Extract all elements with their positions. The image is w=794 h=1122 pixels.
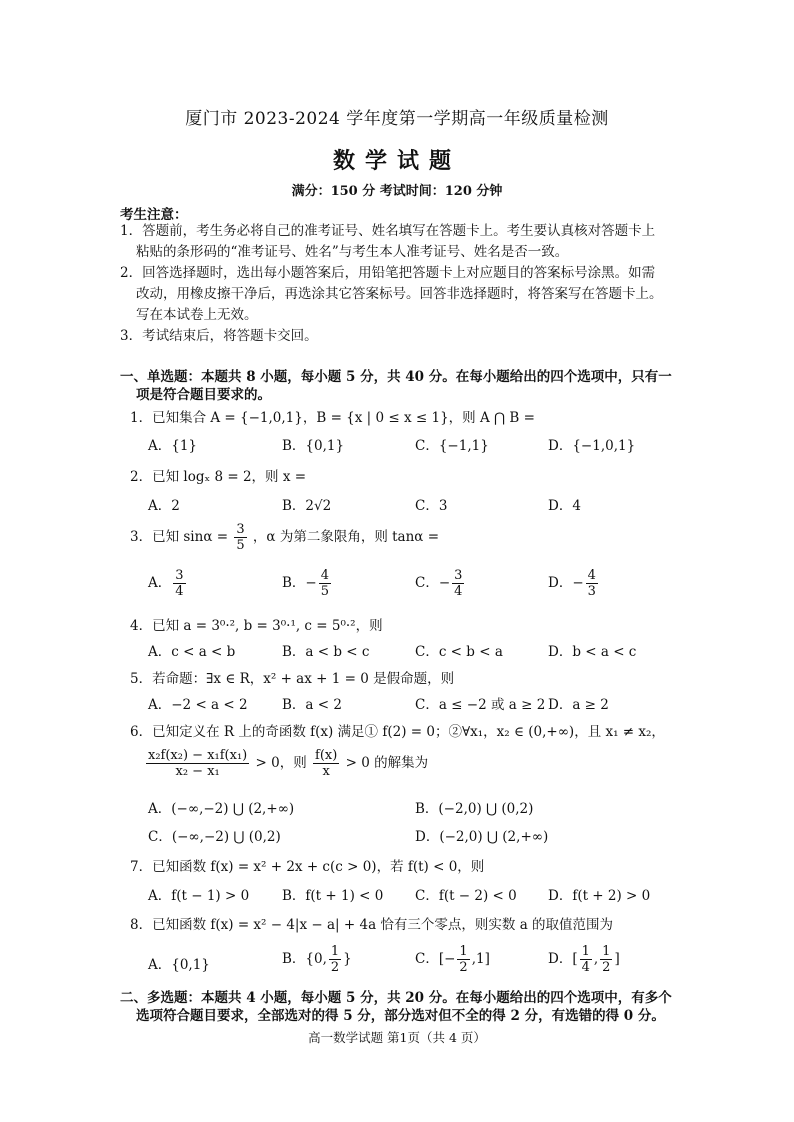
q6-frac2-den: x bbox=[322, 764, 330, 779]
option-label: D． bbox=[548, 575, 573, 591]
q5-option-b: B．a < 2 bbox=[282, 697, 342, 713]
question-6-condition bbox=[144, 748, 428, 779]
question-4-stem: 4．已知 a = 3⁰·², b = 3⁰·¹, c = 5⁰·²，则 bbox=[130, 618, 383, 634]
option-label: A． bbox=[148, 575, 172, 591]
option-fraction bbox=[319, 568, 331, 599]
q4-option-b: B．a < b < c bbox=[282, 644, 370, 660]
q3-stem-pre: 3．已知 sinα = bbox=[130, 529, 229, 545]
notice-heading: 考生注意： bbox=[120, 207, 188, 223]
section1-heading: 一、单选题：本题共 8 小题，每小题 5 分，共 40 分。在每小题给出的四个选项中，只有一 bbox=[120, 369, 672, 385]
q2-option-d: D．4 bbox=[548, 498, 581, 514]
section1-heading-cont: 项是符合题目要求的。 bbox=[136, 387, 271, 403]
option-post: ,1] bbox=[471, 951, 490, 967]
question-5-stem: 5．若命题：∃x ∈ R，x² + ax + 1 = 0 是假命题，则 bbox=[130, 671, 455, 687]
q7-option-c: C．f(t − 2) < 0 bbox=[415, 888, 517, 904]
option-post: ] bbox=[614, 951, 620, 967]
option-sign: − bbox=[572, 575, 584, 591]
q3-option-b bbox=[282, 568, 333, 599]
q6-frac2-num: f(x) bbox=[315, 748, 338, 763]
frac-den: 5 bbox=[320, 584, 330, 599]
q5-option-d: D．a ≥ 2 bbox=[548, 697, 609, 713]
notice-line: 写在本试卷上无效。 bbox=[136, 307, 258, 323]
option-sign: − bbox=[305, 575, 317, 591]
q6-option-a: A．(−∞,−2) ⋃ (2,+∞) bbox=[148, 801, 295, 817]
q3-fraction bbox=[234, 522, 246, 553]
q4-option-d: D．b < a < c bbox=[548, 644, 637, 660]
question-6-stem: 6．已知定义在 R 上的奇函数 f(x) 满足① f(2) = 0；②∀x₁，x₂ ∈ (0,+∞)，且 x₁ ≠ x₂， bbox=[130, 724, 665, 740]
option-pre: C．[− bbox=[415, 951, 456, 967]
question-2-stem: 2．已知 logₓ 8 = 2，则 x = bbox=[130, 469, 307, 485]
q3-frac-den: 5 bbox=[236, 538, 245, 553]
option-mid: , bbox=[593, 951, 599, 967]
frac-num: 1 bbox=[581, 944, 590, 959]
question-8-stem: 8．已知函数 f(x) = x² − 4|x − a| + 4a 恰有三个零点，则实数 a 的取值范围为 bbox=[130, 917, 614, 933]
q7-option-d: D．f(t + 2) > 0 bbox=[548, 888, 651, 904]
q6-mid: > 0，则 bbox=[255, 755, 307, 771]
notice-line: 1．答题前，考生务必将自己的准考证号、姓名填写在答题卡上。考生要认真核对答题卡上 bbox=[120, 223, 656, 239]
q8-option-c bbox=[415, 944, 490, 975]
q2-option-c: C．3 bbox=[415, 498, 448, 514]
subject-title: 数学试题 bbox=[332, 148, 461, 174]
q1-option-c: C．{−1,1} bbox=[415, 438, 489, 454]
frac-den: 4 bbox=[175, 584, 184, 599]
q6-fraction-1 bbox=[146, 748, 249, 779]
frac-den: 2 bbox=[330, 960, 340, 975]
section2-heading: 二、多选题：本题共 4 小题，每小题 5 分，共 20 分。在每小题给出的四个选项中，有多个 bbox=[120, 990, 672, 1006]
q2-option-b: B．2√2 bbox=[282, 498, 332, 514]
q7-option-b: B．f(t + 1) < 0 bbox=[282, 888, 384, 904]
q1-option-a: A．{1} bbox=[148, 438, 198, 454]
q7-option-a: A．f(t − 1) > 0 bbox=[148, 888, 250, 904]
option-fraction bbox=[457, 944, 469, 975]
frac-num: 3 bbox=[454, 568, 463, 583]
question-3-stem bbox=[130, 522, 439, 553]
option-pre: D．[ bbox=[548, 951, 578, 967]
exam-info: 满分：150 分 考试时间：120 分钟 bbox=[291, 184, 503, 199]
option-fraction bbox=[173, 568, 185, 599]
q6-frac1-num: x₂f(x₂) − x₁f(x₁) bbox=[148, 748, 248, 763]
question-7-stem: 7．已知函数 f(x) = x² + 2x + c(c > 0)，若 f(t) < 0，则 bbox=[130, 859, 485, 875]
q6-frac1-den: x₂ − x₁ bbox=[175, 764, 220, 779]
q4-option-c: C．c < b < a bbox=[415, 644, 503, 660]
section2-heading-cont: 选项符合题目要求，全部选对的得 5 分，部分选对但不全的得 2 分，有选错的得 0 分。 bbox=[136, 1008, 665, 1024]
frac-num: 3 bbox=[175, 568, 184, 583]
q8-option-a: A．{0,1} bbox=[148, 957, 210, 973]
q5-option-c: C．a ≤ −2 或 a ≥ 2 bbox=[415, 697, 546, 713]
q1-option-b: B．{0,1} bbox=[282, 438, 345, 454]
option-label: C． bbox=[415, 575, 439, 591]
q3-frac-num: 3 bbox=[236, 522, 245, 537]
q4-option-a: A．c < a < b bbox=[148, 644, 236, 660]
option-fraction bbox=[600, 944, 612, 975]
frac-num: 4 bbox=[320, 568, 330, 583]
option-fraction bbox=[452, 568, 464, 599]
q3-option-d bbox=[548, 568, 600, 599]
exam-title: 厦门市 2023-2024 学年度第一学期高一年级质量检测 bbox=[185, 109, 609, 129]
frac-den: 4 bbox=[454, 584, 463, 599]
q8-option-b bbox=[282, 944, 352, 975]
q6-fraction-2 bbox=[313, 748, 339, 779]
q2-option-a: A．2 bbox=[148, 498, 180, 514]
frac-num: 1 bbox=[602, 944, 611, 959]
frac-den: 4 bbox=[581, 960, 590, 975]
q8-option-d bbox=[548, 944, 620, 975]
option-sign: − bbox=[438, 575, 451, 591]
option-fraction bbox=[329, 944, 341, 975]
question-1-stem: 1．已知集合 A = {−1,0,1}，B = {x | 0 ≤ x ≤ 1}，则 A ⋂ B = bbox=[130, 410, 535, 426]
frac-den: 2 bbox=[459, 960, 468, 975]
notice-line: 改动，用橡皮擦干净后，再选涂其它答案标号。回答非选择题时，将答案写在答题卡上。 bbox=[136, 286, 663, 302]
frac-den: 3 bbox=[587, 584, 596, 599]
q3-option-c bbox=[415, 568, 466, 599]
notice-line: 2．回答选择题时，选出每小题答案后，用铅笔把答题卡上对应题目的答案标号涂黑。如需 bbox=[120, 265, 656, 281]
option-label: B． bbox=[282, 575, 306, 591]
frac-num: 1 bbox=[459, 944, 468, 959]
notice-line: 粘贴的条形码的“准考证号、姓名”与考生本人准考证号、姓名是否一致。 bbox=[136, 244, 569, 260]
option-fraction bbox=[580, 944, 592, 975]
frac-num: 4 bbox=[587, 568, 596, 583]
q6-option-b: B．(−2,0) ⋃ (0,2) bbox=[415, 801, 534, 817]
option-fraction bbox=[586, 568, 598, 599]
q6-tail: > 0 的解集为 bbox=[345, 755, 429, 771]
frac-num: 1 bbox=[330, 944, 340, 959]
notice-line: 3．考试结束后，将答题卡交回。 bbox=[120, 328, 318, 344]
q6-option-d: D．(−2,0) ⋃ (2,+∞) bbox=[415, 829, 549, 845]
page-footer: 高一数学试题 第1页（共 4 页） bbox=[308, 1030, 486, 1045]
q1-option-d: D．{−1,0,1} bbox=[548, 438, 636, 454]
q6-option-c: C．(−∞,−2) ⋃ (0,2) bbox=[148, 829, 281, 845]
q3-stem-post: ，α 为第二象限角，则 tanα = bbox=[252, 529, 440, 545]
option-post: } bbox=[343, 951, 352, 967]
option-pre: B．{0, bbox=[282, 951, 327, 967]
q3-option-a bbox=[148, 568, 188, 599]
frac-den: 2 bbox=[602, 960, 611, 975]
q5-option-a: A．−2 < a < 2 bbox=[148, 697, 248, 713]
